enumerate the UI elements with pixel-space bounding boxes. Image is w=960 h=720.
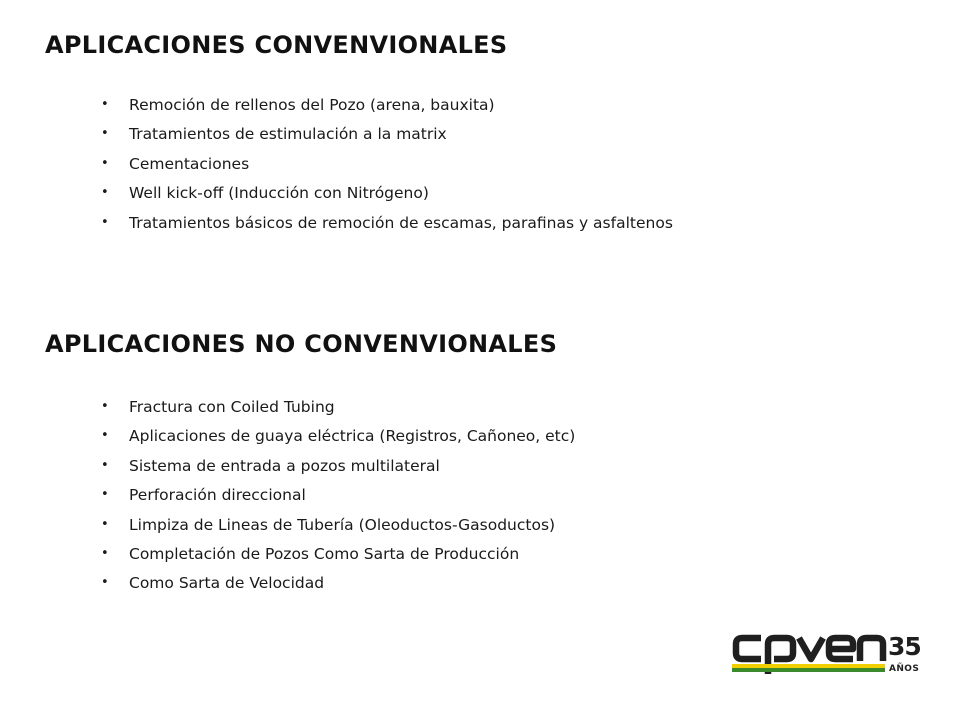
list-item: [100, 182, 673, 211]
list-item-text: Fractura con Coiled Tubing: [129, 398, 335, 416]
bullet-icon: •: [101, 487, 109, 503]
list-item-text: Limpiza de Lineas de Tubería (Oleoductos-Gasoductos): [129, 515, 556, 534]
list-item: [100, 514, 575, 543]
bullet-icon: •: [101, 214, 109, 230]
bullet-icon: •: [101, 126, 109, 142]
bullet-icon: •: [101, 155, 109, 171]
conventional-applications-list: [100, 94, 673, 241]
list-item-text: Aplicaciones de guaya eléctrica (Registros, Cañoneo, etc): [129, 427, 576, 446]
cpven-35-anos-logo: [732, 628, 928, 676]
bullet-icon: •: [101, 428, 109, 444]
list-item-text: Completación de Pozos Como Sarta de Producción: [129, 544, 520, 563]
list-item: [100, 484, 575, 513]
bullet-icon: •: [101, 97, 109, 112]
section-title-conventional: APLICACIONES CONVENVIONALES: [45, 31, 508, 59]
list-item: [100, 94, 673, 123]
list-item: [100, 425, 575, 454]
list-item: [100, 543, 575, 572]
list-item: [100, 212, 673, 241]
list-item-text: Como Sarta de Velocidad: [129, 574, 325, 593]
list-item-text: Perforación direccional: [129, 486, 306, 505]
list-item-text: Tratamientos básicos de remoción de escamas, parafinas y asfaltenos: [129, 213, 673, 232]
list-item-text: Sistema de entrada a pozos multilateral: [129, 456, 440, 475]
list-item: [100, 123, 673, 152]
logo-years: 35: [888, 632, 921, 661]
bullet-icon: •: [101, 575, 109, 591]
bullet-icon: •: [101, 516, 109, 532]
unconventional-applications-list: [100, 396, 575, 602]
logo-years-label: AÑOS: [889, 664, 920, 674]
bullet-icon: •: [101, 457, 109, 473]
list-item: [100, 153, 673, 182]
list-item: [100, 455, 575, 484]
bullet-icon: •: [101, 185, 109, 201]
bullet-icon: •: [101, 545, 109, 561]
bullet-icon: •: [101, 399, 109, 414]
list-item-text: Tratamientos de estimulación a la matrix: [129, 125, 447, 144]
list-item-text: Well kick-off (Inducción con Nitrógeno): [129, 184, 429, 203]
list-item-text: Remoción de rellenos del Pozo (arena, bauxita): [129, 96, 495, 114]
section-title-unconventional: APLICACIONES NO CONVENVIONALES: [45, 330, 558, 358]
list-item-text: Cementaciones: [129, 154, 250, 173]
list-item: [100, 572, 575, 601]
list-item: [100, 396, 575, 425]
